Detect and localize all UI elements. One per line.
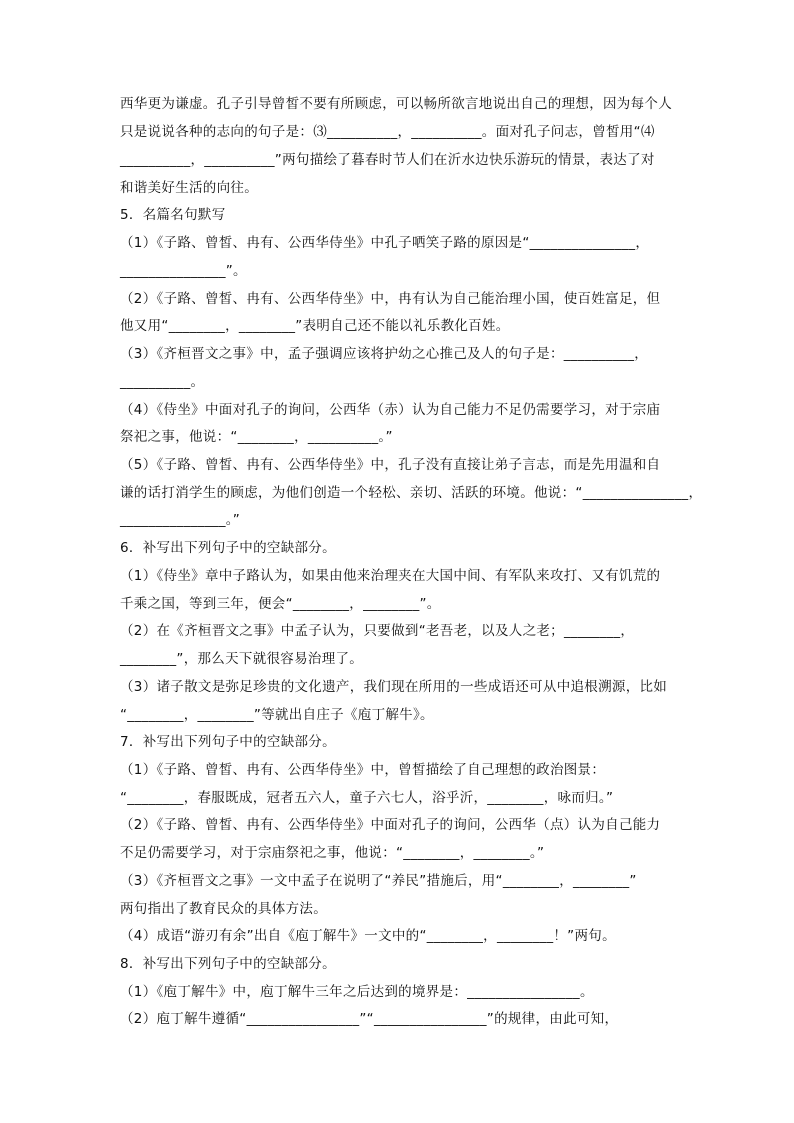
text-line (120, 372, 684, 392)
text-line (120, 982, 684, 1002)
line-text: _______________。” (120, 512, 241, 528)
section-heading (120, 538, 684, 558)
line-text: _______________”。 (120, 263, 247, 279)
line-text: 两句指出了教育民众的具体方法。 (120, 901, 327, 917)
line-text: 西华更为谦虚。孔子引导曾皙不要有所顾虑，可以畅所欲言地说出自己的理想，因为每个人 (120, 96, 672, 112)
text-line (120, 705, 684, 725)
text-line (120, 289, 684, 309)
text-line (120, 455, 684, 475)
section-heading (120, 205, 684, 225)
section-heading (120, 732, 684, 752)
line-text: ________”，那么天下就很容易治理了。 (120, 651, 364, 667)
text-line (120, 400, 684, 420)
line-text: （3）《齐桓晋文之事》中，孟子强调应该将护幼之心推己及人的句子是：__________， (120, 346, 649, 362)
line-text: （2）《子路、曾皙、冉有、公西华侍坐》中，冉有认为自己能治理小国，使百姓富足，但 (120, 291, 661, 307)
text-line (120, 150, 684, 170)
line-text: （2）《子路、曾皙、冉有、公西华侍坐》中面对孔子的询问，公西华（点）认为自己能力 (120, 817, 661, 833)
line-text: （3）诸子散文是弥足珍贵的文化遗产，我们现在所用的一些成语还可从中追根溯源，比如 (120, 679, 668, 695)
text-line (120, 649, 684, 669)
text-line (120, 233, 684, 253)
text-line (120, 483, 703, 503)
text-line (120, 677, 684, 697)
line-text: 只是说说各种的志向的句子是：⑶__________，__________。面对孔子问志，曾皙用“⑷ (120, 124, 655, 140)
text-line (120, 621, 684, 641)
line-text: 和谐美好生活的向往。 (120, 180, 258, 196)
line-text: （1）《子路、曾皙、冉有、公西华侍坐》中孔子哂笑子路的原因是“_______________， (120, 235, 650, 251)
line-text: （4）成语“游刃有余”出自《庖丁解牛》一文中的“________，________！”两句。 (120, 928, 616, 944)
line-text: （1）《子路、曾皙、冉有、公西华侍坐》中，曾皙描绘了自己理想的政治图景： (120, 762, 606, 778)
line-text: “________，春服既成，冠者五六人，童子六七人，浴乎沂，________，咏而归。” (120, 790, 614, 806)
line-text: 不足仍需要学习，对于宗庙祭祀之事，他说：“________，________。” (120, 845, 545, 861)
text-line (120, 178, 684, 198)
line-text: （2）在《齐桓晋文之事》中孟子认为，只要做到“老吾老，以及人之老；________， (120, 623, 635, 639)
text-line (120, 344, 684, 364)
line-text: （5）《子路、曾皙、冉有、公西华侍坐》中，孔子没有直接让弟子言志，而是先用温和自 (120, 457, 661, 473)
line-text: “________，________”等就出自庄子《庖丁解牛》。 (120, 707, 434, 723)
text-line (120, 815, 684, 835)
line-text: __________。 (120, 374, 205, 390)
text-line (120, 788, 684, 808)
text-line (120, 566, 684, 586)
text-line (120, 760, 684, 780)
section-heading (120, 954, 684, 974)
text-line (120, 316, 684, 336)
line-text: __________，__________”两句描绘了暮春时节人们在沂水边快乐游玩的情景，表达了对 (120, 152, 655, 168)
line-text: 6．补写出下列句子中的空缺部分。 (120, 540, 336, 556)
line-text: （1）《侍坐》章中子路认为，如果由他来治理夹在大国中间、有军队来攻打、又有饥荒的 (120, 568, 661, 584)
text-line (120, 871, 684, 891)
text-line (120, 427, 684, 447)
line-text: （1）《庖丁解牛》中，庖丁解牛三年之后达到的境界是：________________。 (120, 984, 594, 1000)
line-text: 祭祀之事，他说：“________，__________。” (120, 429, 393, 445)
text-line (120, 843, 684, 863)
line-text: 千乘之国，等到三年，便会“________，________”。 (120, 596, 441, 612)
line-text: （2）庖丁解牛遵循“________________”“________________”的规律，由此可知， (120, 1011, 619, 1027)
line-text: 7．补写出下列句子中的空缺部分。 (120, 734, 336, 750)
text-line (120, 899, 684, 919)
text-line (120, 261, 684, 281)
line-text: 他又用“________，________”表明自己还不能以礼乐教化百姓。 (120, 318, 510, 334)
text-line (120, 926, 684, 946)
text-line (120, 510, 684, 530)
text-line (120, 94, 684, 114)
line-text: （4）《侍坐》中面对孔子的询问，公西华（赤）认为自己能力不足仍需要学习，对于宗庙 (120, 402, 661, 418)
line-text: 8．补写出下列句子中的空缺部分。 (120, 956, 336, 972)
text-line (120, 122, 684, 142)
line-text: 谦的话打消学生的顾虑，为他们创造一个轻松、亲切、活跃的环境。他说：“_______________， (120, 485, 703, 501)
line-text: （3）《齐桓晋文之事》一文中孟子在说明了“养民”措施后，用“________，________” (120, 873, 637, 889)
text-line (120, 1009, 684, 1029)
text-line (120, 594, 684, 614)
line-text: 5．名篇名句默写 (120, 207, 226, 223)
